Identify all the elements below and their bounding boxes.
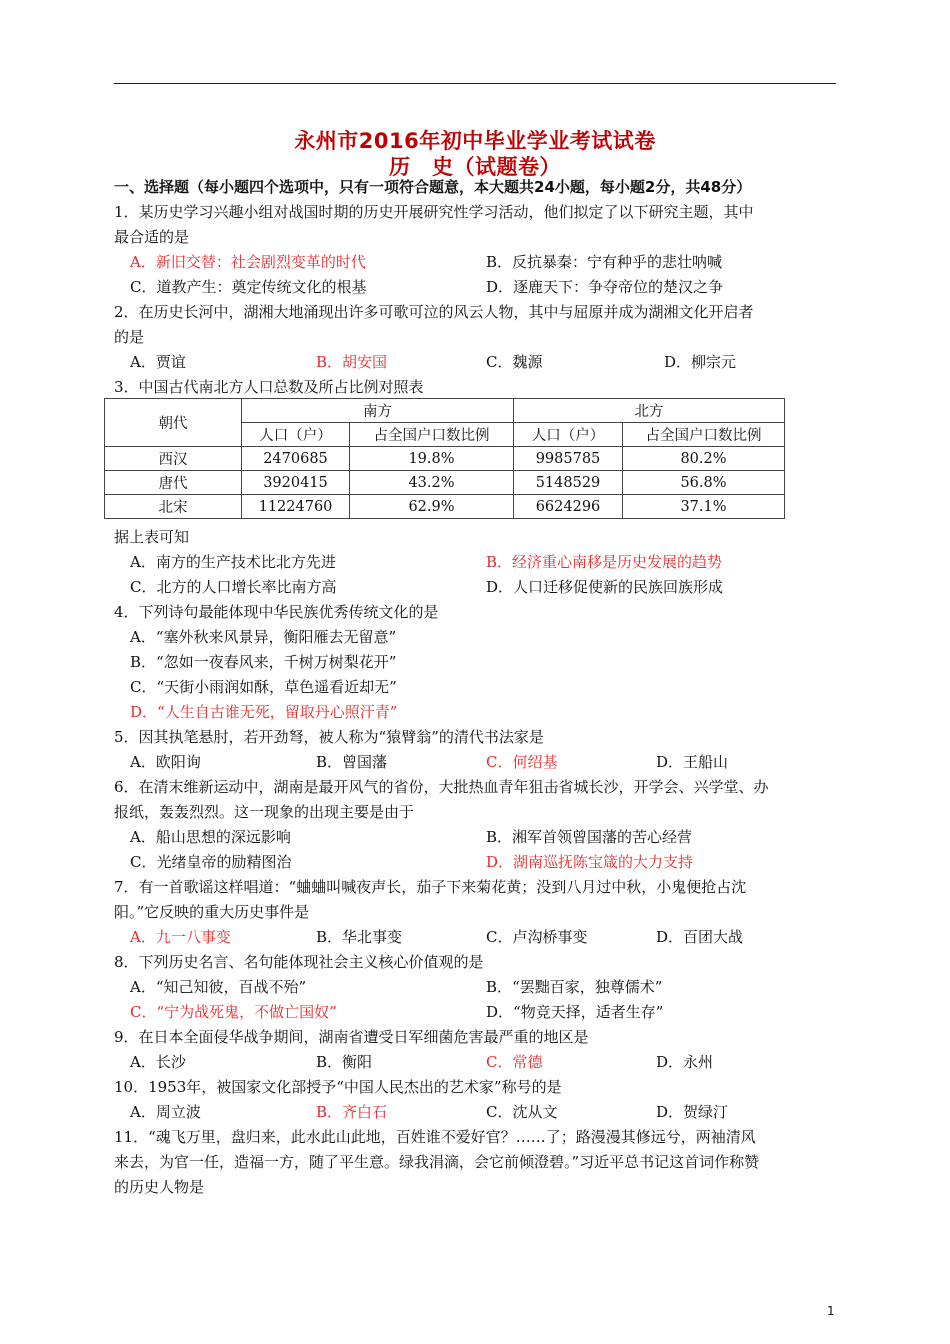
- question-7-option-a: A．九一八事变: [130, 928, 231, 946]
- question-6-option-a: A．船山思想的深远影响: [130, 828, 291, 846]
- table-cell: 37.1%: [623, 495, 785, 519]
- table-header-cell: 朝代: [105, 399, 242, 447]
- question-3-option-b: B．经济重心南移是历史发展的趋势: [486, 553, 723, 571]
- question-6-stem: 报纸，轰轰烈烈。这一现象的出现主要是由于: [114, 803, 415, 821]
- question-3-option-c: C．北方的人口增长率比南方高: [130, 578, 337, 596]
- table-cell: 43.2%: [350, 471, 514, 495]
- question-4-option-b: B．“忽如一夜春风来，千树万树梨花开”: [130, 653, 397, 671]
- table-cell: 5148529: [514, 471, 623, 495]
- question-2-option-b: B．胡安国: [316, 353, 388, 371]
- question-11-stem: 来去，为官一任，造福一方，随了平生意。绿我涓滴，会它前倾澄碧。”习近平总书记这首词作称赞: [114, 1153, 760, 1171]
- question-3-stem: 3．中国古代南北方人口总数及所占比例对照表: [114, 378, 424, 396]
- question-11-stem: 11．“魂飞万里，盘归来，此水此山此地，百姓谁不爱好官？……了；路漫漫其修远兮，两袖清风: [114, 1128, 756, 1146]
- question-6-option-b: B．湘军首领曾国藩的苦心经营: [486, 828, 693, 846]
- question-2-option-d: D．柳宗元: [664, 353, 737, 371]
- question-8-option-a: A．“知己知彼，百战不殆”: [130, 978, 307, 996]
- question-3-option-d: D．人口迁移促使新的民族回族形成: [486, 578, 724, 596]
- question-8-option-c: C．“宁为战死鬼，不做亡国奴”: [130, 1003, 337, 1021]
- table-header-cell: 北方: [514, 399, 785, 423]
- table-cell: 西汉: [105, 447, 242, 471]
- question-10-option-a: A．周立波: [130, 1103, 201, 1121]
- question-7-stem: 7．有一首歌谣这样唱道：“蛐蛐叫喊夜声长，茄子下来菊花黄；没到八月过中秋，小鬼便抢占沈: [114, 878, 747, 896]
- question-5-option-d: D．王船山: [656, 753, 729, 771]
- question-4-option-c: C．“天街小雨润如酥，草色遥看近却无”: [130, 678, 397, 696]
- question-8-stem: 8．下列历史名言、名句能体现社会主义核心价值观的是: [114, 953, 484, 971]
- table-row: [105, 471, 785, 495]
- table-header-cell: 占全国户口数比例: [623, 423, 785, 447]
- page-number: 1: [827, 1304, 835, 1318]
- question-3-lead-in: 据上表可知: [114, 528, 190, 546]
- exam-title: 永州市2016年初中毕业学业考试试卷: [294, 129, 656, 153]
- table-header-cell: 人口（户）: [514, 423, 623, 447]
- question-4-stem: 4．下列诗句最能体现中华民族优秀传统文化的是: [114, 603, 439, 621]
- table-cell: 62.9%: [350, 495, 514, 519]
- question-7-option-b: B．华北事变: [316, 928, 403, 946]
- question-6-option-c: C．光绪皇帝的励精图治: [130, 853, 292, 871]
- question-5-option-b: B．曾国藩: [316, 753, 388, 771]
- question-8-option-b: B．“罢黜百家，独尊儒术”: [486, 978, 663, 996]
- table-cell: 6624296: [514, 495, 623, 519]
- question-5-stem: 5．因其执笔悬肘，若开劲弩，被人称为“猿臂翁”的清代书法家是: [114, 728, 544, 746]
- question-2-option-a: A．贾谊: [130, 353, 186, 371]
- question-11-stem: 的历史人物是: [114, 1178, 205, 1196]
- question-4-option-d: D．“人生自古谁无死，留取丹心照汗青”: [130, 703, 398, 721]
- question-7-option-c: C．卢沟桥事变: [486, 928, 588, 946]
- table-cell: 2470685: [242, 447, 350, 471]
- table-header-cell: 占全国户口数比例: [350, 423, 514, 447]
- table-cell: 56.8%: [623, 471, 785, 495]
- question-1-stem: 最合适的是: [114, 228, 190, 246]
- question-9-option-a: A．长沙: [130, 1053, 186, 1071]
- table-row: [105, 495, 785, 519]
- question-10-option-d: D．贺绿汀: [656, 1103, 729, 1121]
- question-5-option-c: C．何绍基: [486, 753, 558, 771]
- question-4-option-a: A．“塞外秋来风景异，衡阳雁去无留意”: [130, 628, 397, 646]
- question-1-option-a: A．新旧交替：社会剧烈变革的时代: [130, 253, 366, 271]
- question-10-option-b: B．齐白石: [316, 1103, 388, 1121]
- table-row: [105, 447, 785, 471]
- section-heading: 一、选择题（每小题四个选项中，只有一项符合题意，本大题共24小题，每小题2分，共48分）: [114, 178, 752, 196]
- question-10-option-c: C．沈从文: [486, 1103, 558, 1121]
- question-1-option-c: C．道教产生：奠定传统文化的根基: [130, 278, 367, 296]
- question-6-stem: 6．在清末维新运动中，湖南是最开风气的省份，大批热血青年狙击省城长沙，开学会、兴学堂、办: [114, 778, 769, 796]
- question-7-option-d: D．百团大战: [656, 928, 744, 946]
- table-header-cell: 南方: [242, 399, 514, 423]
- table-cell: 北宋: [105, 495, 242, 519]
- table-header-cell: 人口（户）: [242, 423, 350, 447]
- question-5-option-a: A．欧阳询: [130, 753, 201, 771]
- question-6-option-d: D．湖南巡抚陈宝箴的大力支持: [486, 853, 694, 871]
- question-9-option-c: C．常德: [486, 1053, 543, 1071]
- table-cell: 9985785: [514, 447, 623, 471]
- question-9-option-d: D．永州: [656, 1053, 714, 1071]
- population-table: [104, 398, 785, 519]
- header-rule: [114, 83, 836, 84]
- question-2-stem: 2．在历史长河中，湖湘大地涌现出许多可歌可泣的风云人物，其中与屈原并成为湖湘文化开启者: [114, 303, 754, 321]
- question-8-option-d: D．“物竞天择，适者生存”: [486, 1003, 664, 1021]
- question-2-stem: 的是: [114, 328, 145, 346]
- table-header-row: [105, 399, 785, 423]
- table-cell: 3920415: [242, 471, 350, 495]
- table-cell: 19.8%: [350, 447, 514, 471]
- question-9-stem: 9．在日本全面侵华战争期间，湖南省遭受日军细菌危害最严重的地区是: [114, 1028, 589, 1046]
- question-7-stem: 阳。”它反映的重大历史事件是: [114, 903, 310, 921]
- question-9-option-b: B．衡阳: [316, 1053, 373, 1071]
- table-cell: 80.2%: [623, 447, 785, 471]
- question-3-option-a: A．南方的生产技术比北方先进: [130, 553, 336, 571]
- question-2-option-c: C．魏源: [486, 353, 543, 371]
- table-cell: 11224760: [242, 495, 350, 519]
- exam-subtitle: 历 史（试题卷）: [389, 155, 561, 179]
- question-10-stem: 10．1953年，被国家文化部授予“中国人民杰出的艺术家”称号的是: [114, 1078, 562, 1096]
- question-1-option-d: D．逐鹿天下：争夺帝位的楚汉之争: [486, 278, 724, 296]
- question-1-option-b: B．反抗暴秦：宁有种乎的悲壮呐喊: [486, 253, 723, 271]
- table-cell: 唐代: [105, 471, 242, 495]
- question-1-stem: 1．某历史学习兴趣小组对战国时期的历史开展研究性学习活动，他们拟定了以下研究主题，其中: [114, 203, 754, 221]
